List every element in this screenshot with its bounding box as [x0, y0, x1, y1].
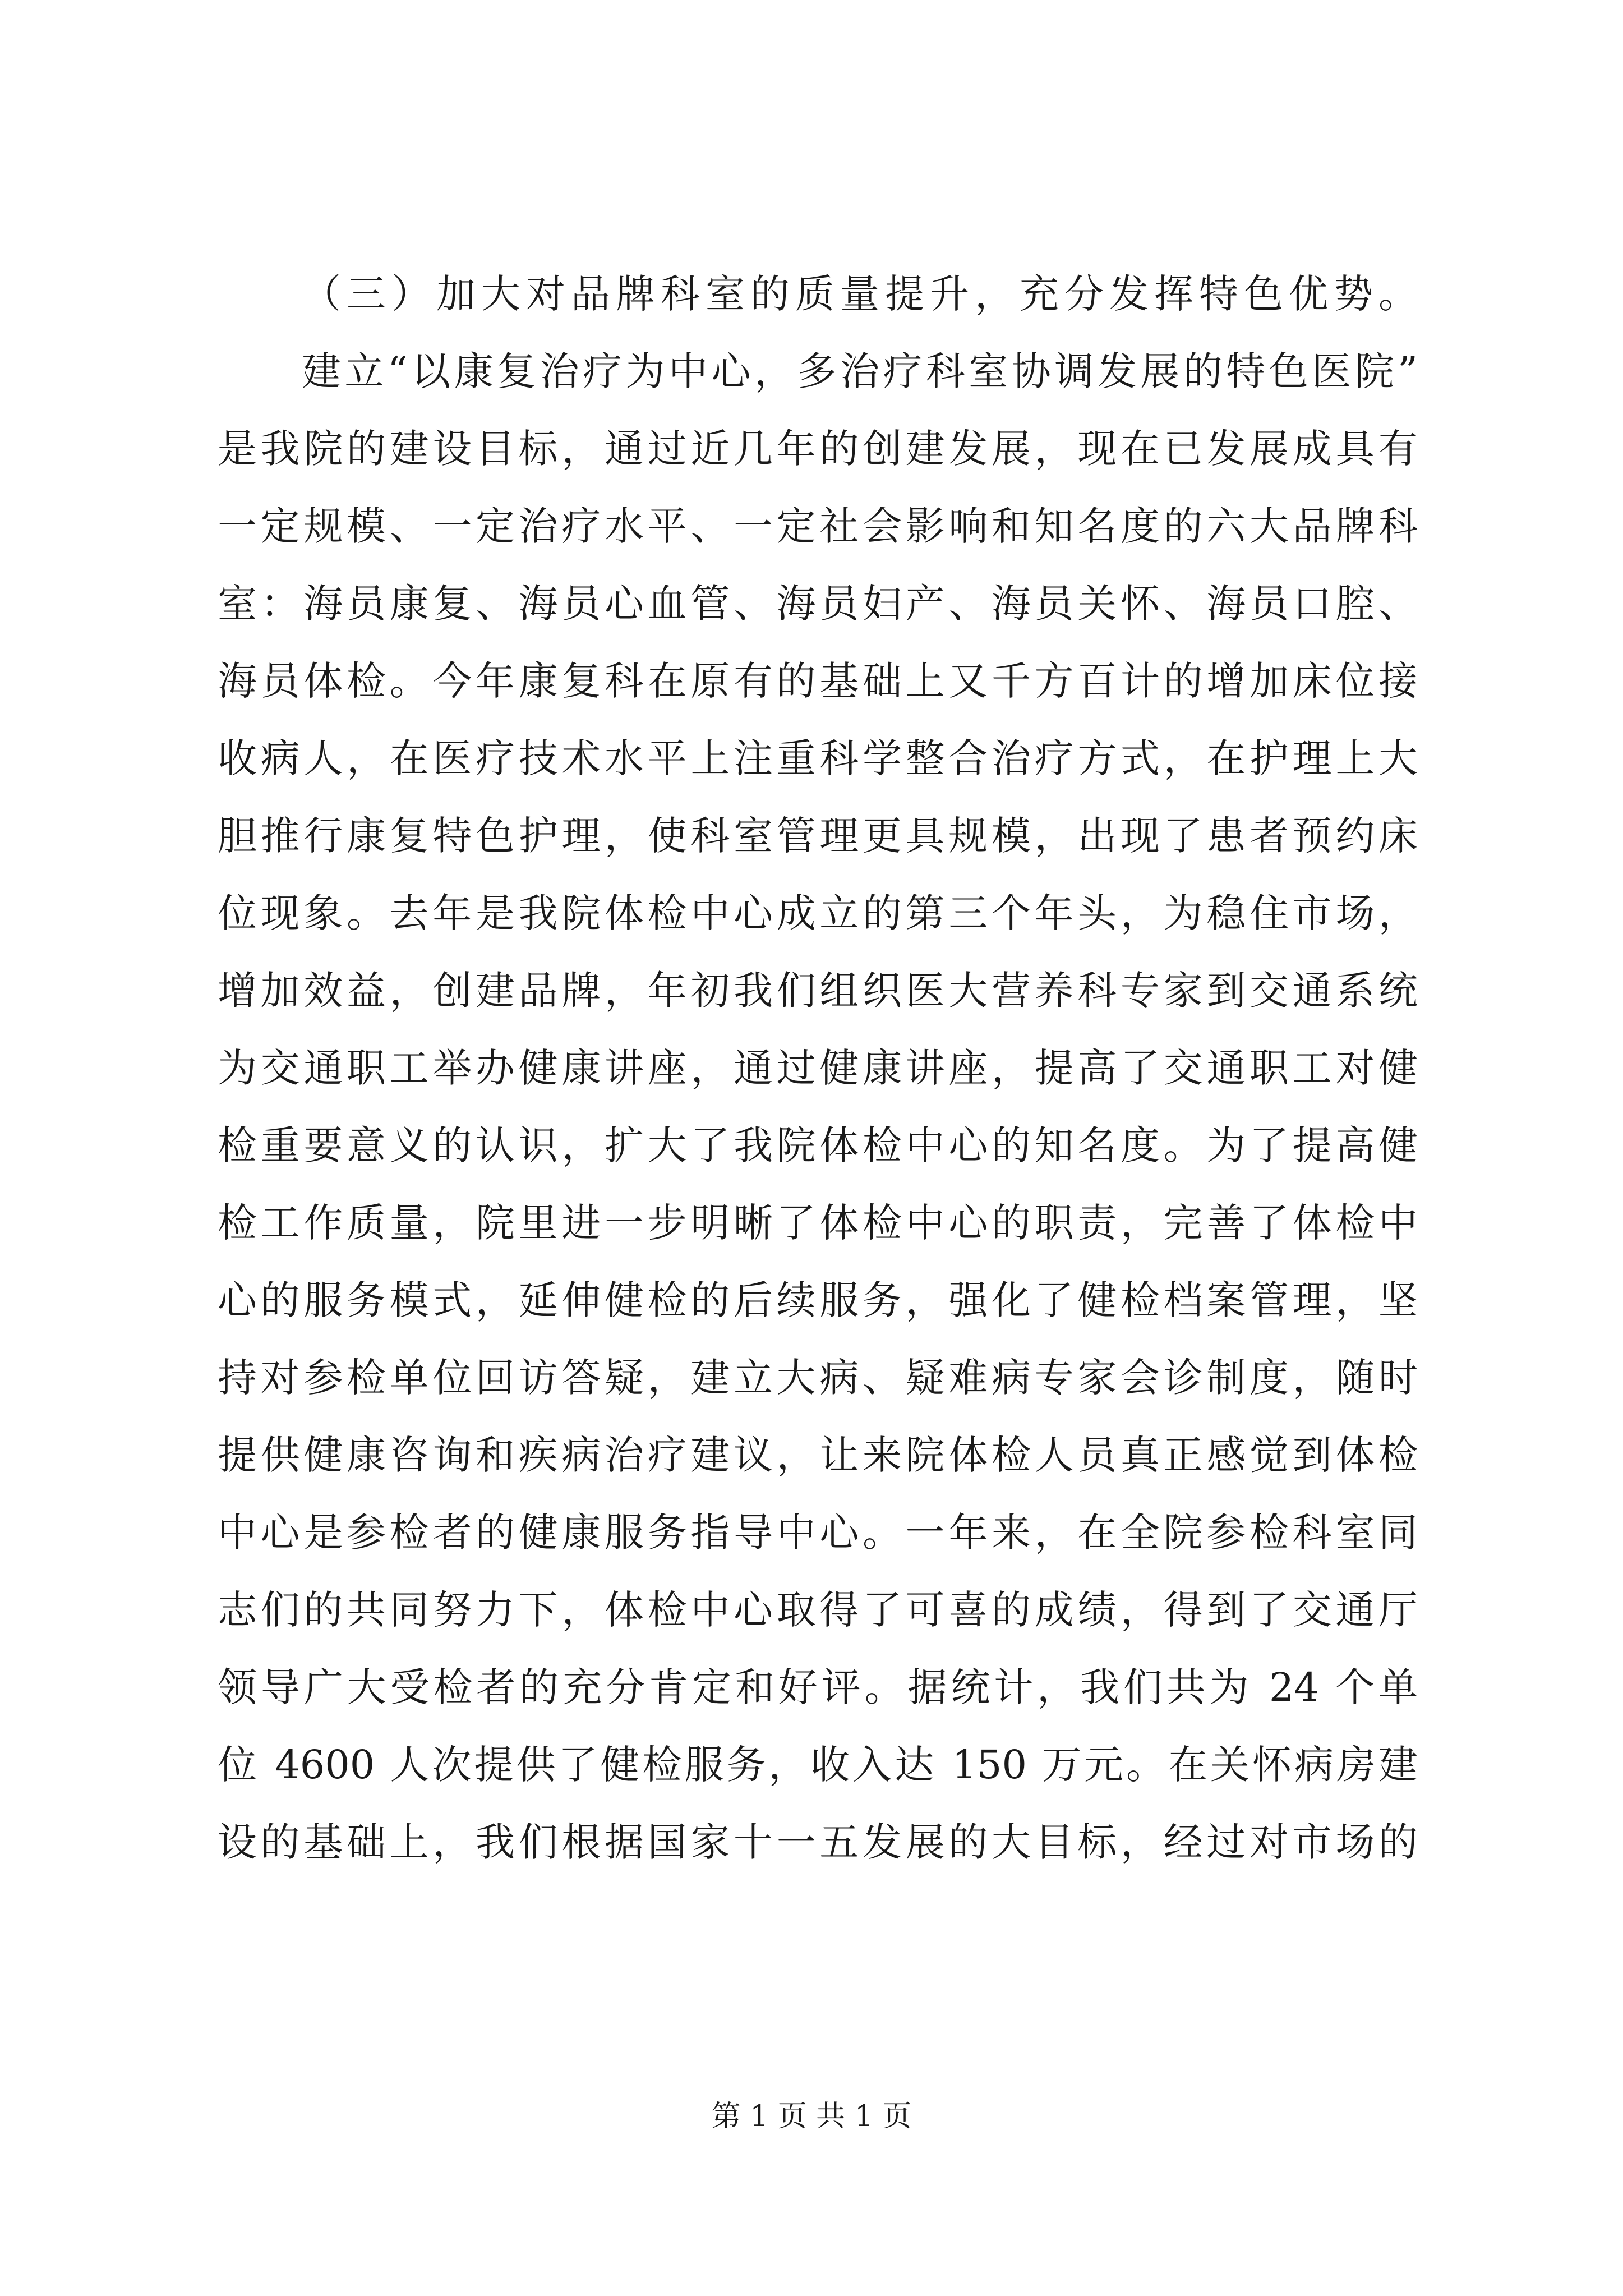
paragraph-line: 为交通职工举办健康讲座，通过健康讲座，提高了交通职工对健	[218, 1045, 1418, 1091]
paragraph-line: 中心是参检者的健康服务指导中心。一年来，在全院参检科室同	[218, 1510, 1418, 1556]
paragraph-line: 是我院的建设目标，通过近几年的创建发展，现在已发展成具有	[218, 426, 1418, 472]
paragraph-line: 提供健康咨询和疾病治疗建议，让来院体检人员真正感觉到体检	[218, 1432, 1418, 1478]
paragraph-line: 持对参检单位回访答疑，建立大病、疑难病专家会诊制度，随时	[218, 1355, 1418, 1401]
paragraph-line: 收病人，在医疗技术水平上注重科学整合治疗方式，在护理上大	[218, 735, 1418, 781]
paragraph-line: 位现象。去年是我院体检中心成立的第三个年头，为稳住市场，	[218, 890, 1418, 936]
page-footer: 第 1 页 共 1 页	[711, 2100, 912, 2133]
paragraph-line: 心的服务模式，延伸健检的后续服务，强化了健检档案管理，坚	[218, 1277, 1418, 1323]
paragraph-line: 海员体检。今年康复科在原有的基础上又千方百计的增加床位接	[218, 658, 1418, 704]
paragraph-line: 检重要意义的认识，扩大了我院体检中心的知名度。为了提高健	[218, 1122, 1418, 1168]
body-text	[218, 255, 1418, 1881]
section-heading: （三）加大对品牌科室的质量提升，充分发挥特色优势。	[302, 271, 1418, 317]
paragraph-line: 一定规模、一定治疗水平、一定社会影响和知名度的六大品牌科	[218, 503, 1418, 549]
paragraph-line: 位 4600 人次提供了健检服务，收入达 150 万元。在关怀病房建	[218, 1742, 1418, 1788]
paragraph-line: 领导广大受检者的充分肯定和好评。据统计，我们共为 24 个单	[218, 1664, 1418, 1710]
paragraph-line: 设的基础上，我们根据国家十一五发展的大目标，经过对市场的	[218, 1819, 1418, 1865]
paragraph-line: 室：海员康复、海员心血管、海员妇产、海员关怀、海员口腔、	[218, 581, 1418, 627]
paragraph-line: 胆推行康复特色护理，使科室管理更具规模，出现了患者预约床	[218, 813, 1418, 859]
paragraph-line: 检工作质量，院里进一步明晰了体检中心的职责，完善了体检中	[218, 1200, 1418, 1246]
paragraph-line: 增加效益，创建品牌，年初我们组织医大营养科专家到交通系统	[218, 968, 1418, 1014]
paragraph-line: 建立“以康复治疗为中心，多治疗科室协调发展的特色医院”	[302, 348, 1418, 394]
paragraph-line: 志们的共同努力下，体检中心取得了可喜的成绩，得到了交通厅	[218, 1587, 1418, 1633]
